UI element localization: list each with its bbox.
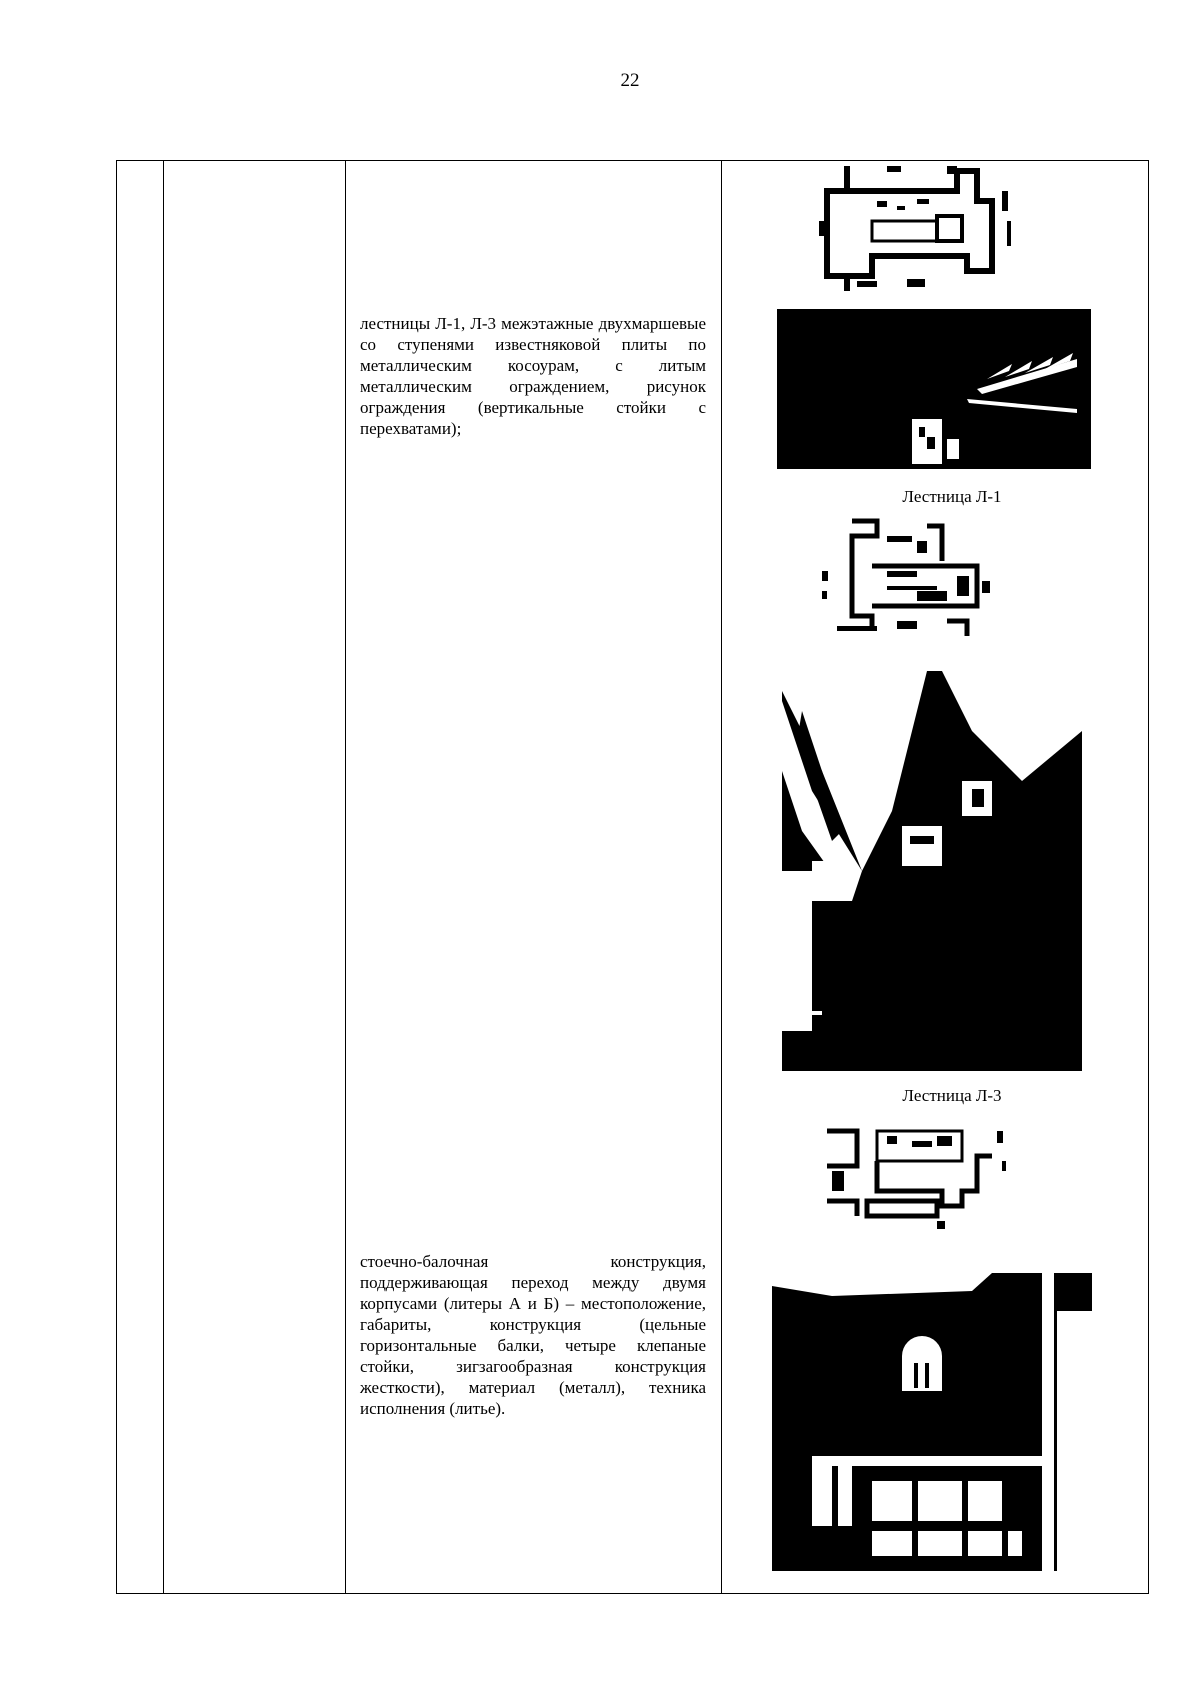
floor-plan-l1-image bbox=[817, 511, 1007, 641]
stair-railing-photo bbox=[777, 309, 1091, 469]
floor-plan-l3-image bbox=[817, 1111, 1017, 1231]
beam-structure-description: стоечно-балочная конструкция, поддерживающая переход между двумя корпусами (литеры А и Б) – местоположение, габариты, конструкция (цельные горизонтальные балки, четыре клепаные стойки, зигзагообразная конструкция жесткости), материал (металл), техника исполнения (литье). bbox=[360, 1252, 706, 1418]
page-number: 22 bbox=[620, 70, 640, 91]
caption-stair-l1: Лестница Л-1 bbox=[902, 487, 1002, 506]
table-column-divider bbox=[163, 161, 164, 1593]
table-column-divider bbox=[721, 161, 722, 1593]
floor-plan-fragment-image bbox=[817, 161, 1017, 296]
document-table bbox=[116, 160, 1149, 1594]
caption-stair-l3: Лестница Л-3 bbox=[902, 1086, 1002, 1105]
stairs-description: лестницы Л-1, Л-3 межэтажные двухмаршевые со ступенями известняковой плиты по металлическим косоурам, с литым металлическим ограждением, рисунок ограждения (вертикальные стойки с перехватами); bbox=[360, 314, 706, 438]
table-column-divider bbox=[345, 161, 346, 1593]
beam-structure-photo bbox=[772, 1251, 1092, 1571]
stair-l1-photo bbox=[782, 671, 1082, 1071]
